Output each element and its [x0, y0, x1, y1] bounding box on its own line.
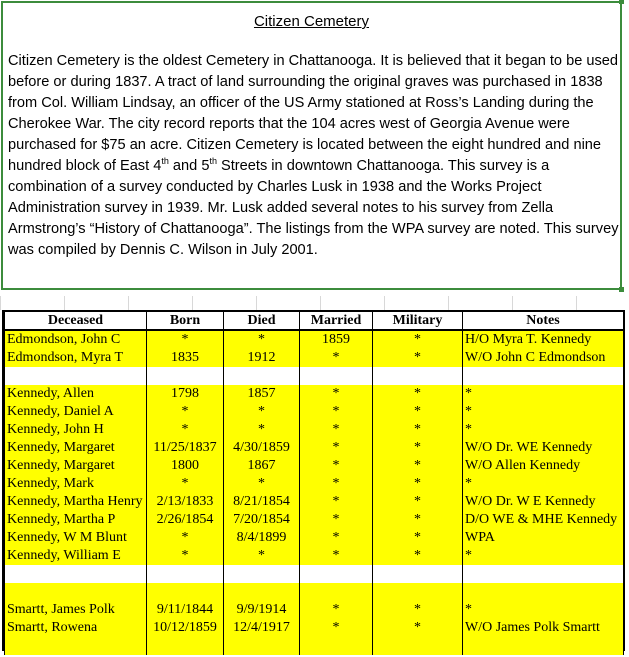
table-row	[5, 403, 624, 421]
cell-married[interactable]: *	[300, 529, 373, 547]
cell-died[interactable]	[224, 637, 300, 655]
table-row	[5, 439, 624, 457]
cell-deceased[interactable]	[5, 565, 147, 583]
table-row	[5, 565, 624, 583]
cell-married[interactable]: *	[300, 475, 373, 493]
cell-notes[interactable]: *	[463, 403, 624, 421]
cell-married[interactable]	[300, 367, 373, 385]
cell-deceased[interactable]: Kennedy, Daniel A	[5, 403, 147, 421]
cell-deceased[interactable]: Kennedy, Allen	[5, 385, 147, 403]
cell-deceased[interactable]: Kennedy, W M Blunt	[5, 529, 147, 547]
table-row	[5, 601, 624, 619]
table-row	[5, 457, 624, 475]
cell-notes[interactable]	[463, 637, 624, 655]
cell-deceased[interactable]: Kennedy, Margaret	[5, 457, 147, 475]
cell-born[interactable]	[147, 565, 224, 583]
cell-married[interactable]	[300, 583, 373, 601]
table-row	[5, 511, 624, 529]
cell-married[interactable]: *	[300, 421, 373, 439]
cell-born[interactable]: 2/13/1833	[147, 493, 224, 511]
cell-notes[interactable]: *	[463, 601, 624, 619]
cell-married[interactable]	[300, 637, 373, 655]
cell-notes[interactable]: D/O WE & MHE Kennedy	[463, 511, 624, 529]
cell-married[interactable]: *	[300, 439, 373, 457]
cell-died[interactable]	[224, 565, 300, 583]
table-row	[5, 367, 624, 385]
cell-married[interactable]: *	[300, 403, 373, 421]
table-body	[5, 330, 624, 655]
cell-born[interactable]: 1800	[147, 457, 224, 475]
cell-married[interactable]: *	[300, 511, 373, 529]
cell-notes[interactable]: *	[463, 385, 624, 403]
cell-born[interactable]: 10/12/1859	[147, 619, 224, 637]
cell-military[interactable]	[373, 637, 463, 655]
cell-born[interactable]: 9/11/1844	[147, 601, 224, 619]
cell-died[interactable]: *	[224, 330, 300, 349]
table-row	[5, 637, 624, 655]
table-row	[5, 529, 624, 547]
cell-deceased[interactable]: Kennedy, Martha Henry	[5, 493, 147, 511]
cell-military[interactable]	[373, 583, 463, 601]
cell-military[interactable]	[373, 565, 463, 583]
cell-notes[interactable]: W/O John C Edmondson	[463, 349, 624, 367]
cell-military[interactable]: *	[373, 529, 463, 547]
table-row	[5, 547, 624, 565]
cell-military[interactable]: *	[373, 385, 463, 403]
cell-died[interactable]: 8/21/1854	[224, 493, 300, 511]
cell-military[interactable]	[373, 367, 463, 385]
cell-married[interactable]: *	[300, 385, 373, 403]
cell-military[interactable]: *	[373, 475, 463, 493]
column-header-married: Married	[300, 312, 373, 330]
cell-deceased[interactable]: Edmondson, John C	[5, 330, 147, 349]
cell-married[interactable]: *	[300, 457, 373, 475]
column-header-notes: Notes	[463, 312, 624, 330]
cell-military[interactable]: *	[373, 421, 463, 439]
table-row	[5, 475, 624, 493]
cell-died[interactable]: 1912	[224, 349, 300, 367]
cell-military[interactable]: *	[373, 511, 463, 529]
cell-born[interactable]	[147, 637, 224, 655]
cell-notes[interactable]: W/O James Polk Smartt	[463, 619, 624, 637]
cell-notes[interactable]: WPA	[463, 529, 624, 547]
cell-deceased[interactable]: Kennedy, John H	[5, 421, 147, 439]
cell-married[interactable]: *	[300, 349, 373, 367]
cell-military[interactable]: *	[373, 439, 463, 457]
cell-notes[interactable]: *	[463, 421, 624, 439]
document-title: Citizen Cemetery	[253, 13, 370, 30]
cell-notes[interactable]: H/O Myra T. Kennedy	[463, 330, 624, 349]
cell-died[interactable]: 12/4/1917	[224, 619, 300, 637]
cell-born[interactable]: *	[147, 421, 224, 439]
cell-died[interactable]: 1867	[224, 457, 300, 475]
cell-married[interactable]: *	[300, 619, 373, 637]
cell-married[interactable]: *	[300, 493, 373, 511]
cell-military[interactable]: *	[373, 601, 463, 619]
cell-notes[interactable]: W/O Dr. W E Kennedy	[463, 493, 624, 511]
cell-died[interactable]	[224, 367, 300, 385]
cell-born[interactable]: *	[147, 330, 224, 349]
cell-notes[interactable]: *	[463, 547, 624, 565]
cell-deceased[interactable]	[5, 583, 147, 601]
cell-deceased[interactable]: Kennedy, Margaret	[5, 439, 147, 457]
cell-deceased[interactable]	[5, 367, 147, 385]
cell-military[interactable]: *	[373, 403, 463, 421]
cell-born[interactable]: *	[147, 529, 224, 547]
column-header-born: Born	[147, 312, 224, 330]
column-header-deceased: Deceased	[5, 312, 147, 330]
cell-born[interactable]: *	[147, 403, 224, 421]
intro-paragraph: Citizen Cemetery is the oldest Cemetery in Chattanooga. It is believed that it began to be used before or during 1837. A tract of land surrounding the original graves was purchased in 1838 from Col. William Lindsay, an officer of the US Army stationed at Ross’s Landing during the Cherokee War. The city record reports that the 104 acres west of Georgia Avenue were purchased for $75 an acre. Citizen Cemetery is located between the eight hundred and nine hundred block of East 4th and 5th Streets in downtown Chattanooga. This survey is a combination of a survey conducted by Charles Lusk in 1938 and the Works Project Administration survey in 1939. Mr. Lusk added several notes to his survey from Zella Armstrong’s “History of Chattanooga”. The listings from the WPA survey are noted. This survey was compiled by Dennis C. Wilson in July 2001.	[8, 53, 619, 258]
cell-died[interactable]	[224, 583, 300, 601]
table-row	[5, 619, 624, 637]
spreadsheet-gridlines	[0, 296, 629, 310]
cell-born[interactable]: 11/25/1837	[147, 439, 224, 457]
cell-deceased[interactable]: Edmondson, Myra T	[5, 349, 147, 367]
burial-listing-table-frame	[2, 310, 625, 651]
cell-notes[interactable]: W/O Dr. WE Kennedy	[463, 439, 624, 457]
column-header-military: Military	[373, 312, 463, 330]
cell-deceased[interactable]: Kennedy, William E	[5, 547, 147, 565]
table-row	[5, 330, 624, 349]
intro-text-box[interactable]	[1, 1, 622, 290]
column-header-died: Died	[224, 312, 300, 330]
cell-military[interactable]: *	[373, 619, 463, 637]
cell-died[interactable]: 7/20/1854	[224, 511, 300, 529]
cell-died[interactable]: *	[224, 421, 300, 439]
cell-born[interactable]: *	[147, 475, 224, 493]
cell-notes[interactable]	[463, 367, 624, 385]
cell-died[interactable]: 1857	[224, 385, 300, 403]
table-header-row	[5, 312, 624, 330]
cell-deceased[interactable]: Smartt, James Polk	[5, 601, 147, 619]
cell-military[interactable]: *	[373, 493, 463, 511]
resize-handle-bottom-right[interactable]	[619, 287, 624, 292]
cell-died[interactable]: *	[224, 475, 300, 493]
resize-handle-top-right[interactable]	[619, 0, 624, 4]
cell-deceased[interactable]	[5, 637, 147, 655]
cell-married[interactable]: *	[300, 547, 373, 565]
cell-deceased[interactable]: Kennedy, Martha P	[5, 511, 147, 529]
cell-deceased[interactable]: Kennedy, Mark	[5, 475, 147, 493]
cell-born[interactable]: 1798	[147, 385, 224, 403]
cell-notes[interactable]	[463, 565, 624, 583]
cell-born[interactable]	[147, 583, 224, 601]
cell-military[interactable]: *	[373, 330, 463, 349]
cell-died[interactable]: 4/30/1859	[224, 439, 300, 457]
cell-notes[interactable]	[463, 583, 624, 601]
cell-notes[interactable]: *	[463, 475, 624, 493]
cell-died[interactable]: 8/4/1899	[224, 529, 300, 547]
cell-died[interactable]: *	[224, 547, 300, 565]
cell-deceased[interactable]: Smartt, Rowena	[5, 619, 147, 637]
table-row	[5, 349, 624, 367]
table-row	[5, 421, 624, 439]
cell-military[interactable]: *	[373, 349, 463, 367]
cell-died[interactable]: *	[224, 403, 300, 421]
cell-born[interactable]: 2/26/1854	[147, 511, 224, 529]
cell-born[interactable]	[147, 367, 224, 385]
cell-married[interactable]	[300, 565, 373, 583]
cell-married[interactable]: *	[300, 601, 373, 619]
table-row	[5, 385, 624, 403]
table-row	[5, 493, 624, 511]
cell-born[interactable]: 1835	[147, 349, 224, 367]
cell-married[interactable]: 1859	[300, 330, 373, 349]
cell-military[interactable]: *	[373, 547, 463, 565]
cell-military[interactable]: *	[373, 457, 463, 475]
table-row	[5, 583, 624, 601]
cell-notes[interactable]: W/O Allen Kennedy	[463, 457, 624, 475]
cell-born[interactable]: *	[147, 547, 224, 565]
burial-listing-table	[4, 312, 624, 655]
cell-died[interactable]: 9/9/1914	[224, 601, 300, 619]
